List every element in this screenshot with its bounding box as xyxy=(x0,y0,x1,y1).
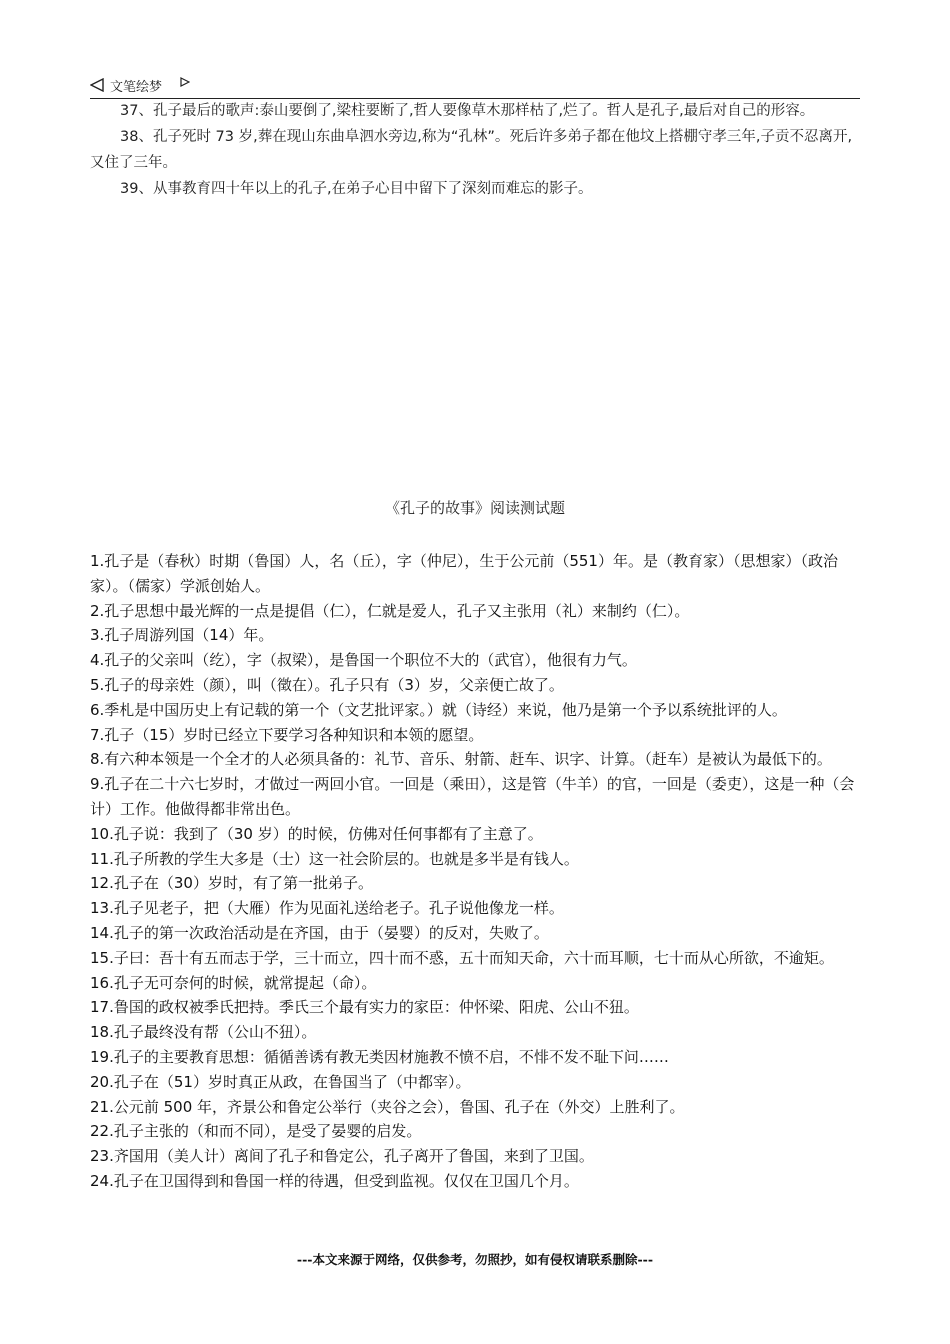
question-item: 6.季札是中国历史上有记载的第一个（文艺批评家。）就（诗经）来说，他乃是第一个予以系统批评的人。 xyxy=(90,700,787,719)
question-item: 21.公元前 500 年，齐景公和鲁定公举行（夹谷之会），鲁国、孔子在（外交）上胜利了。 xyxy=(90,1097,685,1116)
question-item: 3.孔子周游列国（14）年。 xyxy=(90,626,274,645)
question-item: 18.孔子最终没有帮（公山不狃）。 xyxy=(90,1023,317,1042)
question-item: 11.孔子所教的学生大多是（士）这一社会阶层的。也就是多半是有钱人。 xyxy=(90,849,579,868)
question-item: 8.有六种本领是一个全才的人必须具备的：礼节、音乐、射箭、赶车、识字、计算。（赶车）是被认为最低下的。 xyxy=(90,750,832,769)
question-item: 22.孔子主张的（和而不同），是受了晏婴的启发。 xyxy=(90,1122,422,1141)
note-item: 38、孔子死时 73 岁,葬在现山东曲阜泗水旁边,称为“孔林”。死后许多弟子都在他坟上搭棚守孝三年,子贡不忍离开,又住了三年。 xyxy=(90,129,853,171)
question-item: 20.孔子在（51）岁时真正从政，在鲁国当了（中都宰）。 xyxy=(90,1072,471,1091)
question-item: 4.孔子的父亲叫（纥），字（叔梁），是鲁国一个职位不大的（武官），他很有力气。 xyxy=(90,651,637,670)
question-item: 2.孔子思想中最光辉的一点是提倡（仁），仁就是爱人，孔子又主张用（礼）来制约（仁）。 xyxy=(90,601,690,620)
question-list xyxy=(90,549,870,1194)
question-item: 19.孔子的主要教育思想：循循善诱有教无类因材施教不愤不启，不悱不发不耻下问…… xyxy=(90,1047,669,1066)
question-item: 17.鲁国的政权被季氏把持。季氏三个最有实力的家臣：仲怀梁、阳虎、公山不狃。 xyxy=(90,998,639,1017)
page-header xyxy=(90,74,860,99)
note-item: 37、孔子最后的歌声:泰山要倒了,梁柱要断了,哲人要像草木那样枯了,烂了。哲人是孔子,最后对自己的形容。 xyxy=(120,103,815,119)
note-item: 39、从事教育四十年以上的孔子,在弟子心目中留下了深刻而难忘的影子。 xyxy=(120,181,593,197)
question-item: 13.孔子见老子，把（大雁）作为见面礼送给老子。孔子说他像龙一样。 xyxy=(90,899,564,918)
question-item: 10.孔子说：我到了（30 岁）的时候，仿佛对任何事都有了主意了。 xyxy=(90,824,543,843)
footer-disclaimer: ---本文来源于网络，仅供参考，勿照抄，如有侵权请联系删除--- xyxy=(296,1252,654,1267)
question-item: 15.子曰：吾十有五而志于学，三十而立，四十而不惑，五十而知天命，六十而耳顺，七十而从心所欲，不逾矩。 xyxy=(90,948,834,967)
question-item: 14.孔子的第一次政治活动是在齐国，由于（晏婴）的反对，失败了。 xyxy=(90,923,549,942)
question-item: 7.孔子（15）岁时已经立下要学习各种知识和本领的愿望。 xyxy=(90,725,484,744)
question-item: 24.孔子在卫国得到和鲁国一样的待遇，但受到监视。仅仅在卫国几个月。 xyxy=(90,1171,579,1190)
triangle-right-icon xyxy=(180,77,190,87)
triangle-left-icon xyxy=(90,78,104,92)
question-item: 5.孔子的母亲姓（颜），叫（徵在）。孔子只有（3）岁，父亲便亡故了。 xyxy=(90,675,564,694)
question-item: 23.齐国用（美人计）离间了孔子和鲁定公，孔子离开了鲁国，来到了卫国。 xyxy=(90,1147,594,1166)
question-item: 1.孔子是（春秋）时期（鲁国）人，名（丘），字（仲尼），生于公元前（551）年。是（教育家）（思想家）（政治家）。（儒家）学派创始人。 xyxy=(90,552,838,595)
continued-notes xyxy=(90,98,860,202)
question-item: 16.孔子无可奈何的时候，就常提起（命）。 xyxy=(90,973,377,992)
header-brand: 文笔绘梦 xyxy=(110,80,163,95)
test-title: 《孔子的故事》阅读测试题 xyxy=(384,499,565,517)
question-item: 12.孔子在（30）岁时，有了第一批弟子。 xyxy=(90,874,373,893)
question-item: 9.孔子在二十六七岁时，才做过一两回小官。一回是（乘田），这是管（牛羊）的官，一回是（委吏），这是一种（会计）工作。他做得都非常出色。 xyxy=(90,775,855,818)
